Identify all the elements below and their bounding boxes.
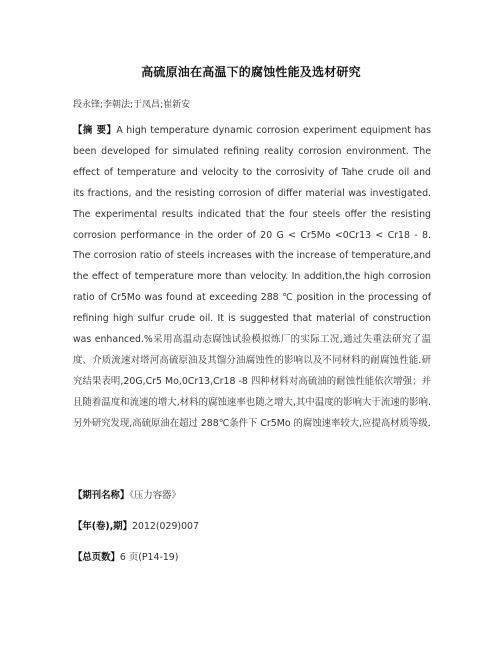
journal-name-label: 【期刊名称】 [73,490,130,501]
year-issue-value: 2012(029)007 [132,521,199,532]
abstract-section [73,121,431,435]
page-count-label: 【总页数】 [73,552,120,563]
page-count-row [73,549,178,563]
year-issue-label: 【年(卷),期】 [73,521,133,532]
page-count-value: 6 页(P14-19) [119,552,179,563]
year-issue-row [73,518,199,532]
abstract-label: 【摘 要】 [73,125,117,136]
author-list: 段永锋;李朝法;于凤昌;崔新安 [73,100,191,110]
journal-name-value: 《压力容器》 [129,490,181,501]
journal-name-row [73,487,181,501]
abstract-text: A high temperature dynamic corrosion experiment equipment has been developed for simulated refining reality corrosion environment. The effect of temperature and velocity to the corrosivity of Tahe crude oil and its fractions, and the resisting corrosion of differ material was investigated. The experimental results indicated that the four steels offer the resisting corrosion performance in the order of 20 G < Cr5Mo <0Cr13 < Cr18 - 8. The corrosion ratio of steels increases with the increase of temperature,and the effect of temperature more than velocity. In addition,the high corrosion ratio of Cr5Mo was found at exceeding 288 ℃ position in the processing of refining high sulfur crude oil. It is suggested that material of construction was enhanced.%采用高温动态腐蚀试验模拟炼厂的实际工况,通过失重法研究了温度、介质流速对塔河高硫原油及其馏分油腐蚀性的影响以及不同材料的耐腐蚀性能.研究结果表明,20G,Cr5 Mo,0Cr13,Cr18 -8 四种材料对高硫油的耐蚀性能依次增强；并且随着温度和流速的增大,材料的腐蚀速率也随之增大,其中温度的影响大于流速的影响.另外研究发现,高硫原油在超过 288℃条件下 Cr5Mo 的腐蚀速率较大,应提高材质等级. [73,125,432,429]
paper-title: 高硫原油在高温下的腐蚀性能及选材研究 [141,65,361,79]
